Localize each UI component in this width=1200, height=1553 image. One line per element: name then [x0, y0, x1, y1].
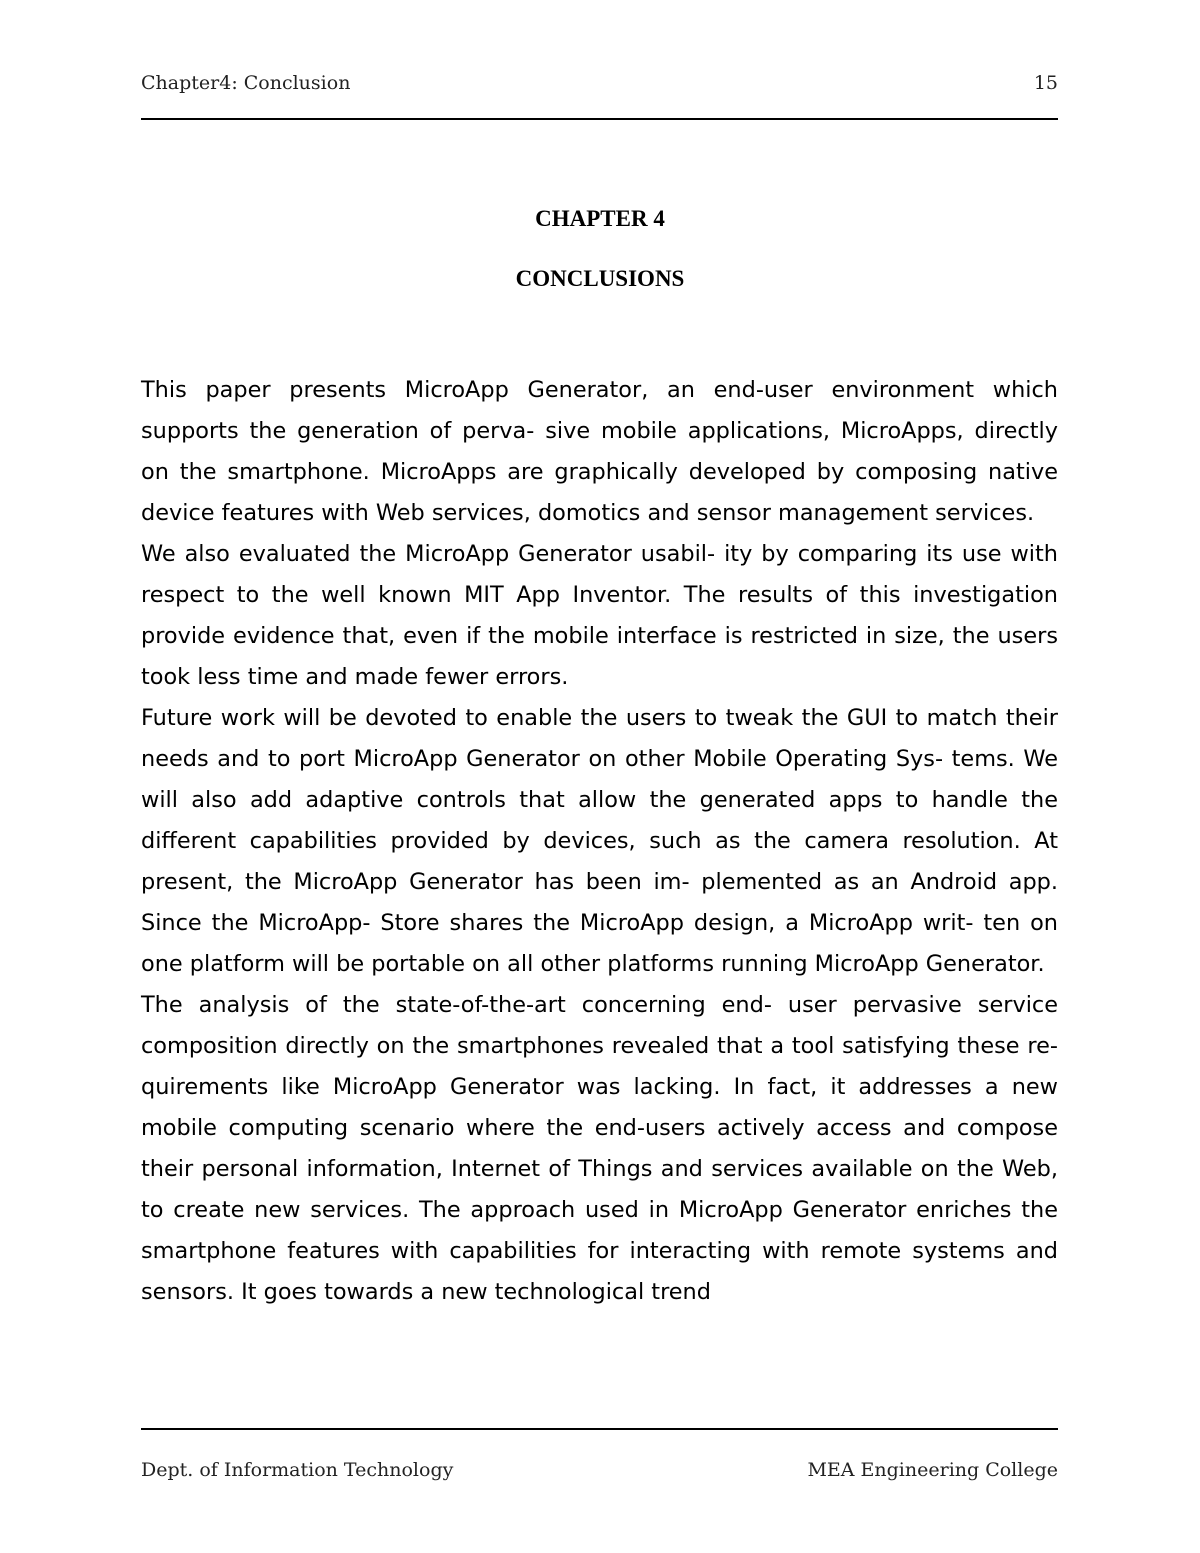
page-header	[141, 70, 1058, 96]
page-number: 15	[1033, 72, 1058, 94]
page-footer	[141, 1457, 1058, 1483]
footer-institution: MEA Engineering College	[807, 1459, 1058, 1481]
body-text	[141, 370, 1058, 1313]
footer-department: Dept. of Information Technology	[141, 1459, 454, 1481]
paragraph-3: Future work will be devoted to enable the users to tweak the GUI to match their needs and to port MicroApp Generator on other Mobile Operating Sys- tems. We will also add adaptive controls that allow the generated apps to handle the different capabilities provided by devices, such as the camera resolution. At present, the MicroApp Generator has been im- plemented as an Android app. Since the MicroApp- Store shares the MicroApp design, a MicroApp writ- ten on one platform will be portable on all other platforms running MicroApp Generator.	[141, 705, 1058, 977]
chapter-number: CHAPTER 4	[535, 206, 665, 231]
footer-rule	[141, 1428, 1058, 1430]
paragraph-1: This paper presents MicroApp Generator, an end-user environment which supports the generation of perva- sive mobile applications, MicroApps, directly on the smartphone. MicroApps are graphically developed by composing native device features with Web services, domotics and sensor management services.	[141, 377, 1058, 526]
header-rule	[141, 118, 1058, 120]
paragraph-2: We also evaluated the MicroApp Generator usabil- ity by comparing its use with respect to the well known MIT App Inventor. The results of this investigation provide evidence that, even if the mobile interface is restricted in size, the users took less time and made fewer errors.	[141, 541, 1058, 690]
paragraph-4: The analysis of the state-of-the-art concerning end- user pervasive service composition directly on the smartphones revealed that a tool satisfying these re- quirements like MicroApp Generator was lacking. In fact, it addresses a new mobile computing scenario where the end-users actively access and compose their personal information, Internet of Things and services available on the Web, to create new services. The approach used in MicroApp Generator enriches the smartphone features with capabilities for interacting with remote systems and sensors. It goes towards a new technological trend	[141, 992, 1058, 1305]
running-title: Chapter4: Conclusion	[141, 72, 351, 94]
chapter-title: CONCLUSIONS	[515, 266, 685, 291]
